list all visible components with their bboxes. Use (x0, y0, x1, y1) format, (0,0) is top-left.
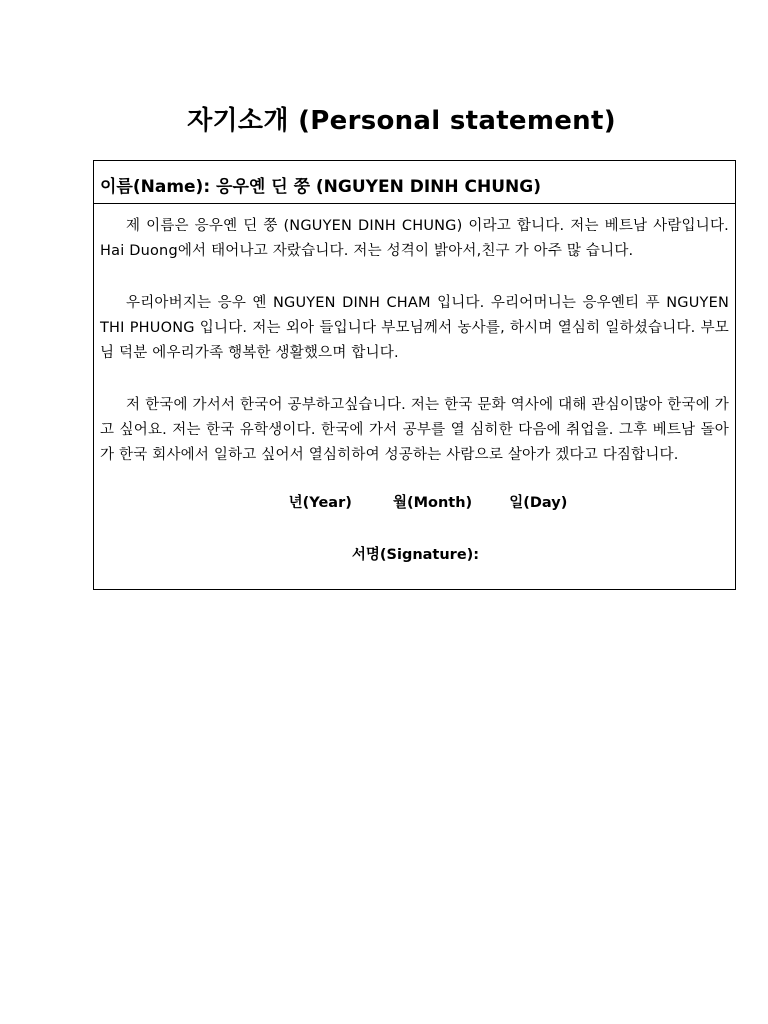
statement-paragraph-1: 제 이름은 응우옌 딘 쭝 (NGUYEN DINH CHUNG) 이라고 합니다. 저는 베트남 사람입니다. Hai Duong에서 태어나고 자랐습니다. 저는 성격이 밝아서,친구 가 아주 많 습니다. (100, 218, 729, 259)
date-line (94, 491, 737, 512)
signature-label: 서명(Signature): (351, 547, 480, 563)
date-year-label: 년(Year) (288, 495, 352, 511)
document-title: 자기소개 (Personal statement) (187, 106, 616, 136)
statement-paragraph-2: 우리아버지는 응우 옌 NGUYEN DINH CHAM 입니다. 우리어머니는 응우옌티 푸 NGUYEN THI PHUONG 입니다. 저는 외아 들입니다 부모님께서 농사를, 하시며 열심히 일하셨습니다. 부모님 덕분 에우리가족 행복한 생활했으며 합니다. (100, 295, 729, 361)
date-day-label: 일(Day) (509, 495, 568, 511)
date-month-label: 월(Month) (392, 495, 473, 511)
statement-body (94, 204, 735, 468)
name-field: 이름(Name): 응우옌 딘 쭝 (NGUYEN DINH CHUNG) (94, 161, 735, 204)
statement-paragraph-3: 저 한국에 가서서 한국어 공부하고싶습니다. 저는 한국 문화 역사에 대해 관심이많아 한국에 가고 싶어요. 저는 한국 유학생이다. 한국에 가서 공부를 열 심히한 다음에 취업을. 그후 베트남 돌아가 한국 회사에서 일하고 싶어서 열심히하여 성공하는 사람으로 살아가 겠다고 다짐합니다. (100, 397, 729, 463)
statement-form (93, 160, 736, 590)
